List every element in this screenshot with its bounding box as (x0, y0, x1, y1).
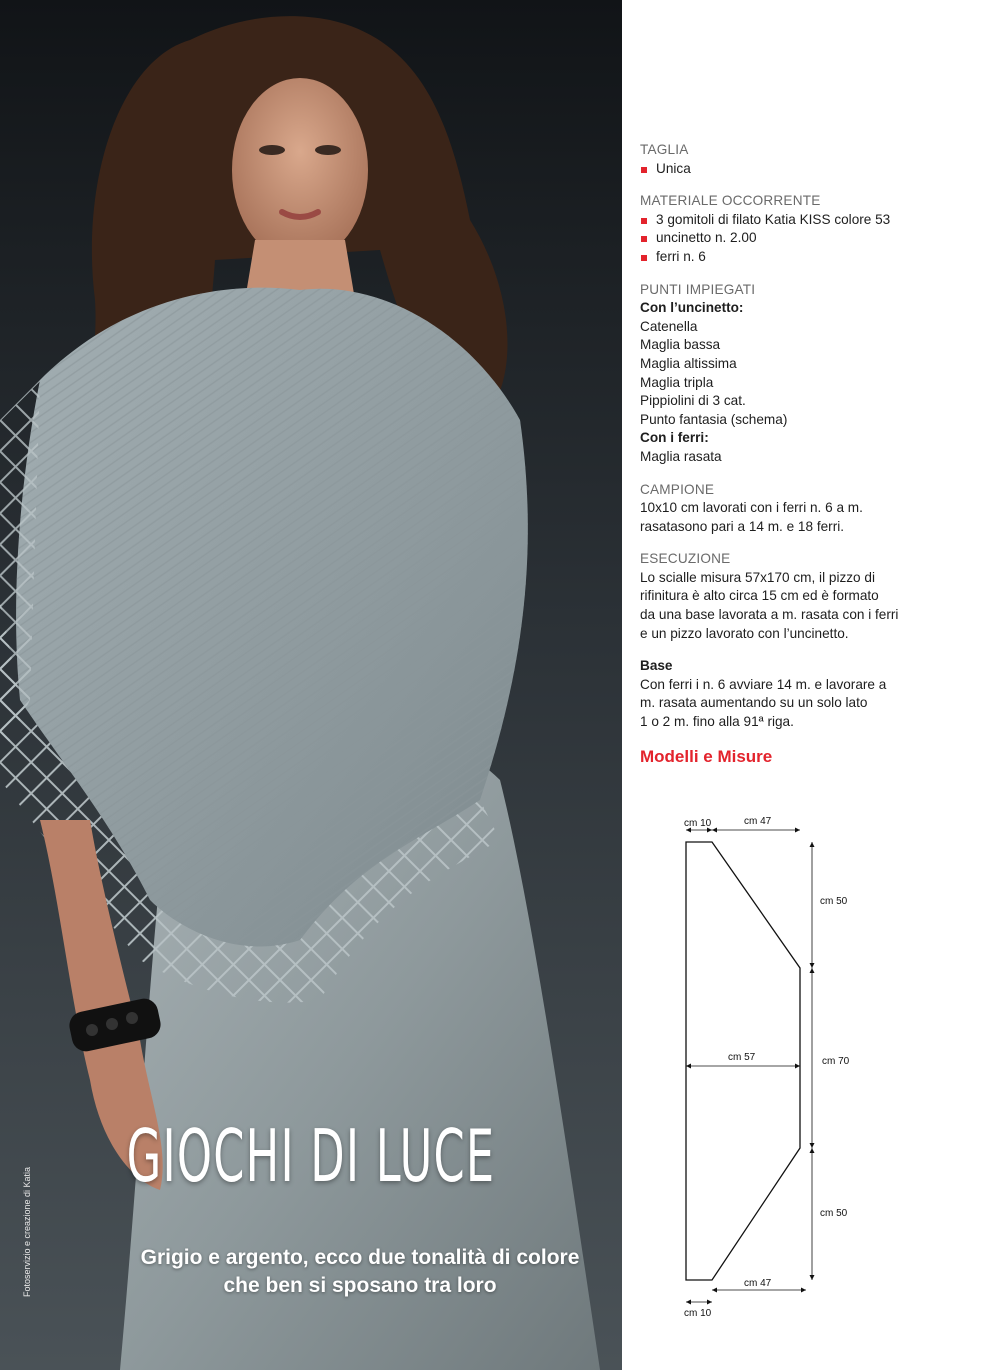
section-punti (640, 281, 970, 467)
page-subtitle (60, 1244, 622, 1300)
punti-heading: PUNTI IMPIEGATI (640, 281, 756, 297)
materiale-item: 3 gomitoli di filato Katia KISS colore 53 (640, 211, 970, 230)
materiale-item: ferri n. 6 (640, 248, 970, 267)
base-line: 1 o 2 m. fino alla 91ª riga. (640, 714, 794, 730)
dim-top-left: cm 10 (684, 818, 712, 829)
shawl-schematic-diagram (660, 808, 880, 1318)
pattern-instructions (640, 141, 970, 766)
esecuzione-line: rifinitura è alto circa 15 cm ed è formato (640, 588, 879, 604)
base-line: Con ferri i n. 6 avviare 14 m. e lavorare a (640, 676, 887, 692)
esecuzione-line: Lo scialle misura 57x170 cm, il pizzo di (640, 569, 875, 585)
campione-line: rasatasono pari a 14 m. e 18 ferri. (640, 518, 845, 534)
section-materiale (640, 192, 970, 266)
photo-credit (19, 1160, 33, 1300)
uncinetto-label: Con l’uncinetto: (640, 300, 744, 316)
stitch-item: Maglia tripla (640, 374, 714, 390)
section-taglia (640, 141, 970, 178)
materiale-heading: MATERIALE OCCORRENTE (640, 193, 821, 209)
modelli-heading: Modelli e Misure (640, 746, 773, 766)
section-esecuzione (640, 550, 970, 643)
dim-bottom-right: cm 47 (744, 1278, 772, 1289)
subtitle-line-2: che ben si sposano tra loro (223, 1274, 497, 1297)
campione-line: 10x10 cm lavorati con i ferri n. 6 a m. (640, 500, 863, 516)
taglia-heading: TAGLIA (640, 142, 689, 157)
dim-right-mid: cm 70 (822, 1056, 850, 1067)
stitch-item: Catenella (640, 318, 698, 334)
esecuzione-line: da una base lavorata a m. rasata con i ferri (640, 607, 899, 623)
stitch-item: Maglia altissima (640, 355, 737, 371)
esecuzione-heading: ESECUZIONE (640, 551, 731, 567)
subtitle-line-1: Grigio e argento, ecco due tonalità di colore (140, 1246, 580, 1269)
base-line: m. rasata aumentando su un solo lato (640, 695, 868, 711)
dim-width: cm 57 (728, 1052, 756, 1063)
photo-credit-text: Fotoservizio e creazione di Katia (22, 1166, 32, 1297)
dim-right-top: cm 50 (820, 896, 848, 907)
section-campione (640, 481, 970, 537)
stitch-item: Maglia rasata (640, 448, 722, 464)
stitch-item: Maglia bassa (640, 337, 721, 353)
section-base (640, 657, 970, 731)
dim-top-right: cm 47 (744, 816, 772, 827)
base-heading: Base (640, 658, 673, 674)
stitch-item: Pippiolini di 3 cat. (640, 393, 746, 409)
campione-heading: CAMPIONE (640, 481, 715, 497)
esecuzione-line: e un pizzo lavorato con l’uncinetto. (640, 625, 849, 641)
dim-right-bottom: cm 50 (820, 1208, 848, 1219)
ferri-label: Con i ferri: (640, 430, 709, 446)
materiale-item: uncinetto n. 2.00 (640, 229, 970, 248)
stitch-item: Punto fantasia (schema) (640, 411, 788, 427)
taglia-item: Unica (640, 160, 970, 179)
page-title: GIOCHI DI LUCE (126, 1114, 496, 1198)
dim-bottom-left: cm 10 (684, 1308, 712, 1318)
